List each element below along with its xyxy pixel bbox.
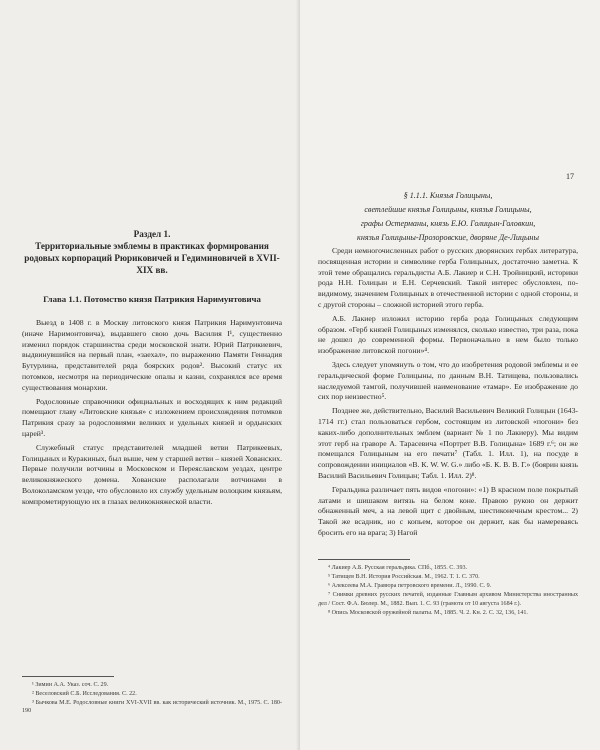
subsection-title <box>318 190 578 243</box>
subsection-title-line: светлейшие князья Голицыны, князья Голицыны, <box>364 205 532 214</box>
footnote: ⁶ Алексеева М.А. Гравюра петровского времени. Л., 1990. С. 9. <box>328 583 492 590</box>
footnote: ¹ Зимин А.А. Указ. соч. С. 29. <box>32 681 109 688</box>
section-subtitle: Территориальные эмблемы в практиках формирования родовых корпораций Рюриковичей и Гедиминовичей в XVII-XIX вв. <box>24 241 280 275</box>
footnote: ³ Бычкова М.Е. Родословные книги XVI-XVII вв. как исторический источник. М., 1975. С. 180-190 <box>22 699 282 715</box>
subsection-title-line: § 1.1.1. Князья Голицыны, <box>403 191 493 200</box>
paragraph: Выезд в 1408 г. в Москву литовского князя Патрикия Наримунтовича (иначе Наримонтовича), выдавшего свою дочь Василия I¹, существенно изменил порядок старшинства среди московской знати. Юрий Патрикиевич, выдвинувшийся на первый план, «заехал», по выражению Памяти Геннадия Бутурлина, представителей ряда боярских родов². Высокий статус их потомков, несмотря на периодические опалы и казни, сохранялся все время существования монархии. <box>22 318 282 392</box>
right-page <box>300 0 600 750</box>
footnote-divider <box>22 676 114 677</box>
paragraph: Родословные справочники официальных и восходящих к ним редакций помещают главу «Литовские князья» с изложением происхождения потомков Патрикия сразу за родословиями великих и удельных князей и ордынских царей³. <box>22 396 282 438</box>
subsection-title-line: князья Голицыны-Прозоровские, дворяне Де-Лицыны <box>357 233 539 242</box>
paragraph: Служебный статус представителей младшей ветви Патрикеевых, Голицыных и Куракиных, был выше, чем у старшей ветви – князей Хованских. Первые получили вотчины в Московском и Переяславском уездах, центре великокняжеского домена. Хованские располагали вотчинами в Волоколамском уезде, что обусловило их службу удельным волоцким князьям, компрометирующую их в глазах великокняжеской власти. <box>22 442 282 506</box>
subsection-title-line: графы Остерманы, князь Е.Ю. Голицын-Головкин, <box>360 219 536 228</box>
footnote: ⁸ Опись Московской оружейной палаты. М., 1885. Ч. 2. Кн. 2. С. 32, 136, 141. <box>328 609 528 616</box>
footnote: ⁷ Снимки древних русских печатей, изданные Главным архивом Министерства иностранных дел / Сост. Ф.А. Бюлер. М., 1882. Вып. 1. С. 93 (грамота от 10 августа 1684 г.). <box>318 592 578 607</box>
paragraph: А.Б. Лакиер изложил историю герба рода Голицыных следующим образом. «Герб князей Голицыных изменялся, сколько известно, три раза, пока не дошел до современной формы. Первоначально в нем было только изображение литовской погони»⁴. <box>318 313 578 356</box>
footnote-divider <box>318 559 410 560</box>
footnote: ⁵ Татищев В.Н. История Российская. М., 1962. Т. 1. С. 370. <box>328 573 480 580</box>
paragraph: Среди немногочисленных работ о русских дворянских гербах литература, посвященная истории и символике герба Голицыных, достаточно заметна. К этой теме обращались геральдисты А.Б. Лакиер и С.Н. Тройницкий, историки рода Н.Н. Голицын и Е.Н. Серчевский. Такой интерес обусловлен, по-видимому, значением Голицыных в отечественной истории с одной стороны, и с другой стороны – сложной историей этого герба. <box>318 246 578 309</box>
section-title: Раздел 1. <box>133 229 171 239</box>
footnotes <box>22 681 282 716</box>
paragraph: Позднее же, действительно, Василий Васильевич Великий Голицын (1643-1714 гг.) стал пользоваться гербом, состоящим из литовской «погони» без каких-либо дополнительных эмблем (вариант № 1 по Лакиеру). Мы видим этот герб на граворе А. Тарасевича «Портрет В.В. Голицына» 1689 г.⁶; он же помещался Голицыным на его печати⁷ (Табл. 1. Илл. 1), на посуде в сопровождении инициалов «В. К. W. W. G.» либо «Б. К. В. В. Г.» (боярин князь Василий Васильевич Голицын; Табл. 1. Илл. 2)⁸. <box>318 406 578 480</box>
paragraph: Здесь следует упомянуть о том, что до изобретения родовой эмблемы и ее геральдической форме Голицыны, по данным В.Н. Татищева, пользовались наследуемой тамгой, получившей наименование «тамар». Ее изображение до сих пор неизвестно⁵. <box>318 359 578 402</box>
paragraph: Геральдика различает пять видов «погони»: «1) В красном поле покрытый латами и шишаком витязь на белом коне. Правою рукою он держит обнаженный меч, а на левой щит с двойным, шестиконечным крестом... 2) Такой же всадник, но с копьем, которое он держит, как бы намереваясь бросить его на врага; 3) Нагой <box>318 484 578 537</box>
page-number: 17 <box>566 172 574 181</box>
footnotes <box>318 564 578 617</box>
footnote: ⁴ Лакиер А.Б. Русская геральдика. СПб., 1855. С. 393. <box>328 564 468 571</box>
chapter-title: Глава 1.1. Потомство князя Патрикия Наримунтовича <box>43 294 261 304</box>
footnote: ² Веселовский С.Б. Исследования. С. 22. <box>32 690 137 697</box>
